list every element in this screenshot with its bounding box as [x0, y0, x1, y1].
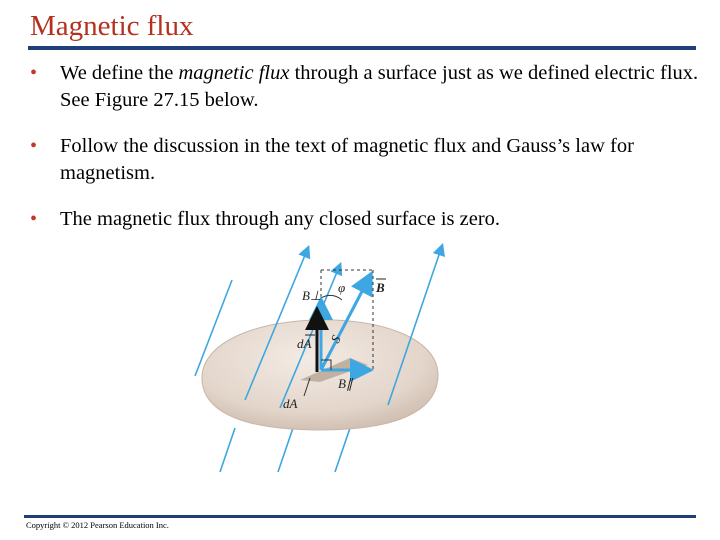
b-perp-label: B⊥ [302, 288, 322, 303]
slide-title: Magnetic flux [30, 10, 194, 42]
bullet-item [30, 60, 700, 114]
footer-divider [24, 515, 696, 518]
b-label: B [376, 280, 385, 295]
magnetic-flux-figure [190, 240, 460, 478]
field-lines-lower [220, 428, 350, 472]
bullet-text-pre: We define the [60, 62, 179, 84]
phi-label: φ [338, 280, 346, 295]
bullet-item [30, 206, 700, 233]
bullet-marker: • [30, 135, 38, 157]
bullet-text-post: through a surface just as we defined electric flux. See Figure 27.15 below. [60, 62, 699, 111]
b-parallel-label: B∥ [338, 376, 353, 391]
bullet-text: Follow the discussion in the text of magnetic flux and Gauss’s law for magnetism. [60, 135, 634, 184]
s-label: S [327, 332, 344, 346]
bullet-text: The magnetic flux through any closed surface is zero. [60, 208, 501, 230]
da-vector-label: dA [297, 336, 312, 351]
title-divider [28, 46, 696, 50]
angle-arc [321, 295, 342, 300]
bullet-text-emphasis: magnetic flux [178, 62, 290, 84]
bullet-marker: • [30, 62, 38, 84]
bullet-list [30, 60, 700, 252]
bullet-marker: • [30, 208, 38, 230]
bullet-item [30, 133, 700, 187]
copyright-notice: Copyright © 2012 Pearson Education Inc. [26, 520, 169, 530]
da-label: dA [283, 396, 298, 411]
